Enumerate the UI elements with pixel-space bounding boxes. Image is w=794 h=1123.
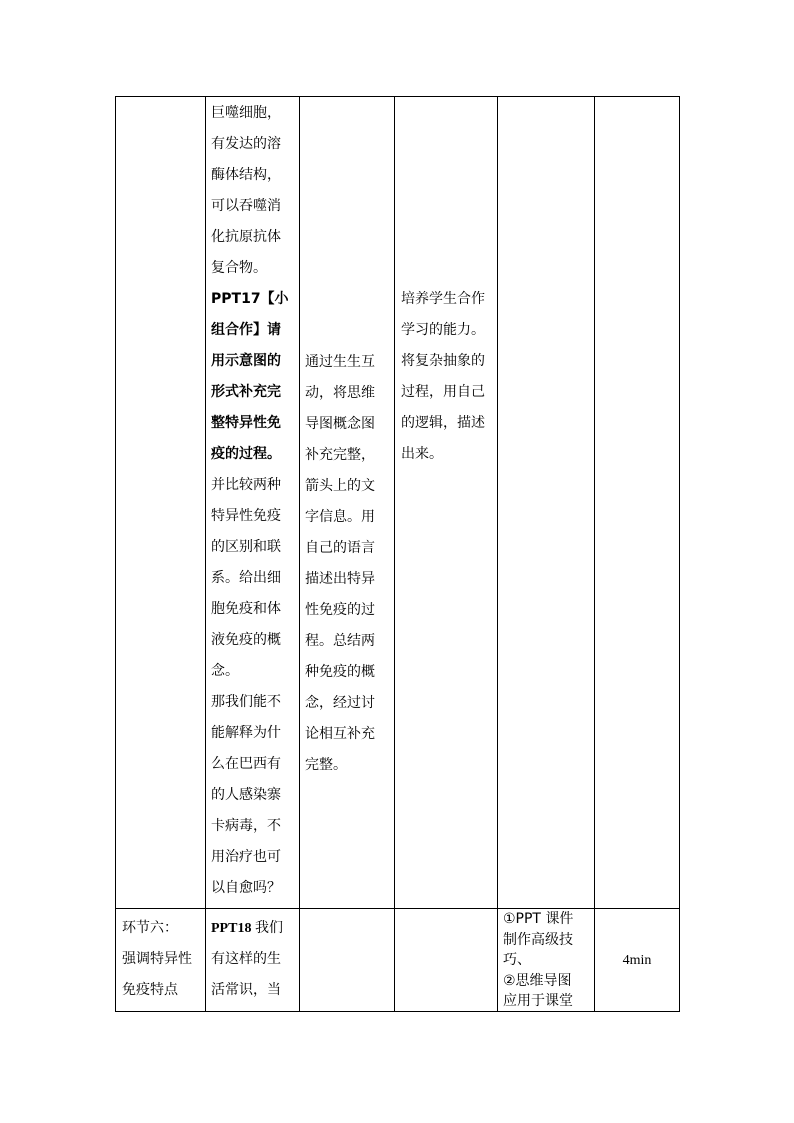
text-line: 制作高级技 xyxy=(503,931,573,948)
text-line: 过程，用自己 xyxy=(401,384,485,400)
row-divider xyxy=(115,908,680,909)
text-line: 通过生生互 xyxy=(305,354,375,370)
text-line: PPT17【小 xyxy=(211,291,289,307)
text-line: 字信息。用 xyxy=(305,509,375,525)
text-line: 巧、 xyxy=(503,952,531,968)
text-line: 免疫特点 xyxy=(122,982,178,998)
text-line: 完整。 xyxy=(305,757,347,773)
table-border-bottom xyxy=(115,1011,680,1012)
text-line: 箭头上的文 xyxy=(305,478,375,494)
text-line: 用治疗也可 xyxy=(211,849,281,865)
text-line: 念，经过讨 xyxy=(305,695,375,711)
text-line: 卡病毒，不 xyxy=(211,818,281,834)
text-line: 动，将思维 xyxy=(305,385,375,401)
text-line: 能解释为什 xyxy=(211,725,281,741)
text-line: ①PPT 课件 xyxy=(503,911,574,927)
text-line: 组合作】请 xyxy=(211,322,281,338)
text-line: 那我们能不 xyxy=(211,694,281,710)
column-divider xyxy=(299,96,300,1012)
text-line: 描述出特异 xyxy=(305,571,375,587)
text-line: 导图概念图 xyxy=(305,416,375,432)
text-line: 整特异性免 xyxy=(211,415,281,431)
text-line: 有这样的生 xyxy=(211,951,281,967)
text-line: 性免疫的过 xyxy=(305,602,375,618)
text-line: 液免疫的概 xyxy=(211,632,281,648)
table-border-right xyxy=(679,96,680,1012)
text-line: 强调特异性 xyxy=(122,951,192,967)
column-divider xyxy=(394,96,395,1012)
text-line: 用示意图的 xyxy=(211,353,281,369)
text-line: 程。总结两 xyxy=(305,633,375,649)
resources-cell xyxy=(503,909,573,1012)
text-line: ②思维导图 xyxy=(503,972,572,989)
text-line: 补充完整， xyxy=(305,447,375,463)
column-divider xyxy=(594,96,595,1012)
text-line: 种免疫的概 xyxy=(305,664,375,680)
text-line: 可以吞噬消 xyxy=(211,198,281,214)
text-line: 自己的语言 xyxy=(305,540,375,556)
text-line: 复合物。 xyxy=(211,260,267,276)
column-divider xyxy=(497,96,498,1012)
text-line: 形式补充完 xyxy=(211,384,281,400)
lesson-plan-table xyxy=(115,96,680,1012)
design-intent-cell xyxy=(401,284,485,470)
text-line: 特异性免疫 xyxy=(211,508,281,524)
text-line: 活常识，当 xyxy=(211,982,281,998)
text-line: 的逻辑，描述 xyxy=(401,415,485,431)
text-line: 环节六： xyxy=(122,920,178,936)
text-line: PPT18 我们 xyxy=(211,920,283,936)
text-line: 应用于课堂 xyxy=(503,993,573,1009)
student-activity-cell xyxy=(305,347,375,781)
teacher-activity-cell xyxy=(211,913,283,1006)
text-line: 有发达的溶 xyxy=(211,136,281,152)
text-line: 系。给出细 xyxy=(211,570,281,586)
text-line: 巨噬细胞， xyxy=(211,105,281,121)
text-line: 的人感染寨 xyxy=(211,787,281,803)
table-border-top xyxy=(115,96,680,97)
text-line: 以自愈吗？ xyxy=(211,880,281,896)
text-line: 疫的过程。 xyxy=(211,446,281,462)
text-line: 胞免疫和体 xyxy=(211,601,281,617)
text-line: 论相互补充 xyxy=(305,726,375,742)
text-line: 出来。 xyxy=(401,446,443,462)
text-line: 酶体结构， xyxy=(211,167,281,183)
text-line: 培养学生合作 xyxy=(401,291,485,307)
text-line: 念。 xyxy=(211,663,239,679)
duration-text: 4min xyxy=(622,953,652,968)
teacher-activity-cell xyxy=(211,98,289,904)
text-line: 并比较两种 xyxy=(211,477,281,493)
stage-cell xyxy=(122,913,192,1006)
column-divider xyxy=(205,96,206,1012)
text-line: 么在巴西有 xyxy=(211,756,281,772)
time-cell xyxy=(595,946,679,976)
table-border-left xyxy=(115,96,116,1012)
text-line: 学习的能力。 xyxy=(401,322,485,338)
text-line: 化抗原抗体 xyxy=(211,229,281,245)
text-line: 将复杂抽象的 xyxy=(401,353,485,369)
text-line: 的区别和联 xyxy=(211,539,281,555)
